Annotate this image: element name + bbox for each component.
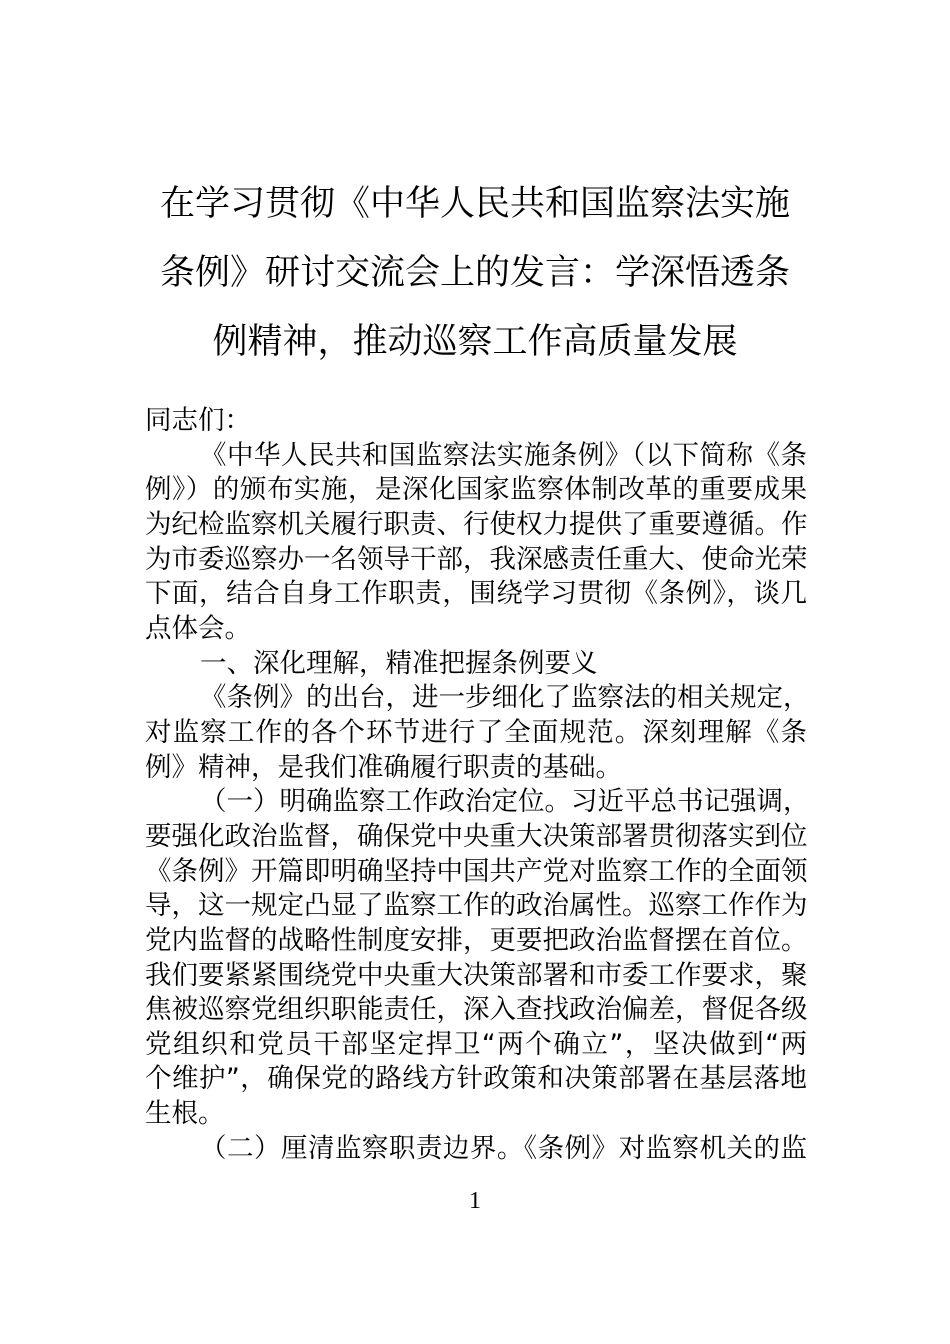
text-line: 例》精神，是我们准确履行职责的基础。 bbox=[145, 751, 622, 783]
paragraph bbox=[145, 439, 807, 647]
text-line: 同志们： bbox=[145, 405, 251, 436]
text-line: 要强化政治监督，确保党中央重大决策部署贯彻落实到位 bbox=[145, 820, 808, 852]
text-line: 对监察工作的各个环节进行了全面规范。深刻理解《条 bbox=[145, 716, 807, 748]
text-line: 党内监督的战略性制度安排，更要把政治监督摆在首位。 bbox=[145, 924, 808, 956]
text-line: （二）厘清监察职责边界。《条例》对监察机关的监 bbox=[200, 1132, 807, 1164]
text-line: 为市委巡察办一名领导干部，我深感责任重大、使命光荣 bbox=[145, 543, 808, 575]
text-line: 生根。 bbox=[145, 1098, 225, 1130]
paragraph bbox=[145, 681, 810, 785]
text-line: 导，这一规定凸显了监察工作的政治属性。巡察工作作为 bbox=[145, 890, 808, 922]
text-line: 为纪检监察机关履行职责、行使权力提供了重要遵循。作 bbox=[145, 508, 808, 540]
text-line: 焦被巡察党组织职能责任，深入查找政治偏差，督促各级 bbox=[145, 994, 808, 1026]
text-line: 《条例》开篇即明确坚持中国共产党对监察工作的全面领 bbox=[145, 855, 808, 887]
text-line: 党组织和党员干部坚定捍卫“两个确立”，坚决做到“两 bbox=[145, 1028, 807, 1060]
text-line: 例》）的颁布实施，是深化国家监察体制改革的重要成果 bbox=[145, 474, 807, 506]
text-line: 点体会。 bbox=[145, 612, 251, 644]
greeting bbox=[145, 404, 807, 439]
paragraph bbox=[145, 785, 810, 1132]
document-body bbox=[145, 404, 810, 1166]
text-line: 下面，结合自身工作职责，围绕学习贯彻《条例》，谈几 bbox=[145, 578, 807, 610]
paragraph bbox=[145, 1132, 807, 1167]
text-line: 《条例》的出台，进一步细化了监察法的相关规定， bbox=[200, 682, 810, 714]
text-line: 《中华人民共和国监察法实施条例》（以下简称《条 bbox=[200, 439, 807, 471]
text-line: 一、深化理解，精准把握条例要义 bbox=[200, 647, 598, 679]
title-line: 在学习贯彻《中华人民共和国监察法实施 bbox=[159, 184, 790, 224]
text-line: 个维护”，确保党的路线方针政策和决策部署在基层落地 bbox=[145, 1063, 807, 1095]
title-line: 例精神，推动巡察工作高质量发展 bbox=[212, 322, 738, 362]
text-line: （一）明确监察工作政治定位。习近平总书记强调， bbox=[200, 786, 810, 818]
section-heading bbox=[145, 647, 807, 682]
document-title bbox=[100, 170, 850, 377]
page-number: 1 bbox=[469, 1188, 481, 1214]
title-line: 条例》研讨交流会上的发言：学深悟透条 bbox=[159, 253, 790, 293]
text-line: 我们要紧紧围绕党中央重大决策部署和市委工作要求，聚 bbox=[145, 959, 808, 991]
